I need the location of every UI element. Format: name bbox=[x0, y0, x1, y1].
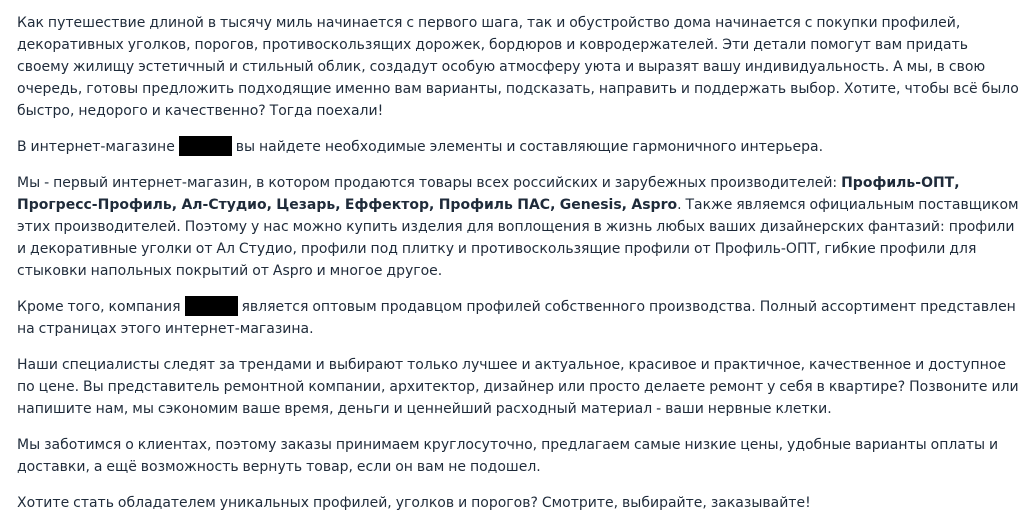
paragraph-store-text-after: вы найдете необходимые элементы и составляющие гармоничного интерьера. bbox=[235, 139, 824, 155]
paragraph-company bbox=[17, 296, 1022, 340]
manufacturers-list: Профиль-ОПТ, Прогресс-Профиль, Ал-Студио, Цезарь, Еффектор, Профиль ПАС, Genesis, Aspro bbox=[17, 175, 960, 213]
paragraph-store-text-before: В интернет-магазине bbox=[17, 139, 175, 155]
paragraph-manufacturers-text-before: Мы - первый интернет-магазин, в котором продаются товары всех российских и зарубежных производителей: bbox=[17, 175, 838, 191]
paragraph-call-to-action: Хотите стать обладателем уникальных профилей, уголков и порогов? Смотрите, выбирайте, заказывайте! bbox=[17, 495, 811, 511]
paragraph-company-text-after: является оптовым продавцом профилей собственного производства. Полный ассортимент представлен на страницах этого интернет-магазина. bbox=[17, 299, 1016, 337]
paragraph-store bbox=[17, 136, 1022, 158]
paragraph-company-text-before: Кроме того, компания bbox=[17, 299, 181, 315]
paragraph-customers: Мы заботимся о клиентах, поэтому заказы принимаем круглосуточно, предлагаем самые низкие цены, удобные варианты оплаты и доставки, а ещё возможность вернуть товар, если он вам не подошел. bbox=[17, 437, 999, 475]
redacted-company-name bbox=[185, 296, 238, 316]
paragraph-specialists: Наши специалисты следят за трендами и выбирают только лучшее и актуальное, красивое и практичное, качественное и доступное по цене. Вы представитель ремонтной компании, архитектор, дизайнер или просто делаете ремонт у себя в квартире? Позвоните или напишите нам, мы сэкономим ваше время, деньги и ценнейший расходный материал - ваши нервные клетки. bbox=[17, 357, 1019, 417]
redacted-store-name bbox=[179, 136, 232, 156]
article-body bbox=[17, 12, 1022, 528]
paragraph-intro: Как путешествие длиной в тысячу миль начинается с первого шага, так и обустройство дома начинается с покупки профилей, декоративных уголков, порогов, противоскользящих дорожек, бордюров и ковродержателей. Эти детали помогут вам придать своему жилищу эстетичный и стильный облик, создадут особую атмосферу уюта и выразят вашу индивидуальность. А мы, в свою очередь, готовы предложить подходящие именно вам варианты, подсказать, направить и поддержать выбор. Хотите, чтобы всё было быстро, недорого и качественно? Тогда поехали! bbox=[17, 15, 1019, 119]
paragraph-manufacturers-text-after: . Также являемся официальным поставщиком этих производителей. Поэтому у нас можно купить изделия для воплощения в жизнь любых ваших дизайнерских фантазий: профили и декоративные уголки от Ал Студио, профили под плитку и противоскользящие профили от Профиль-ОПТ, гибкие профили для стыковки напольных покрытий от Aspro и многое другое. bbox=[17, 197, 1019, 279]
paragraph-manufacturers bbox=[17, 172, 1022, 282]
